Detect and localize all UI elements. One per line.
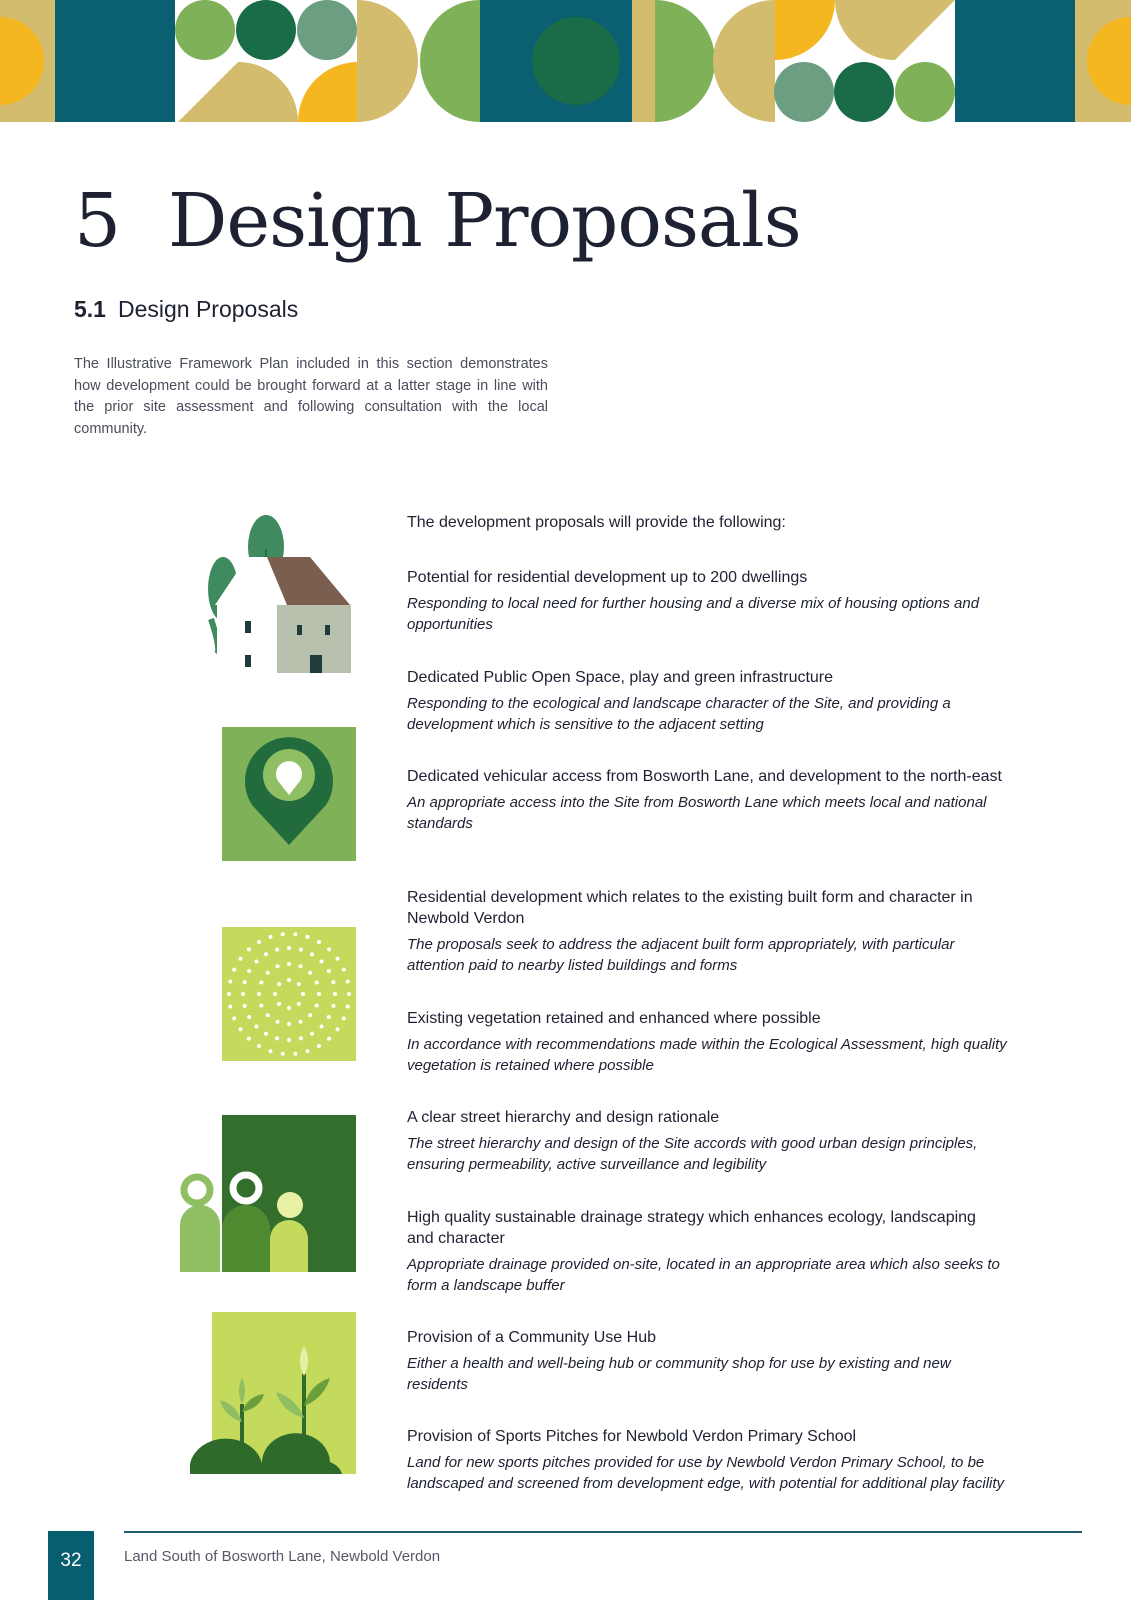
proposal-title: High quality sustainable drainage strategy which enhances ecology, landscaping and character bbox=[407, 1209, 976, 1247]
proposal-description: Appropriate drainage provided on-site, located in an appropriate area which also seeks to form a landscape buffer bbox=[407, 1256, 1000, 1294]
geometric-pattern-banner bbox=[0, 0, 1131, 122]
chapter-title: Design Proposals bbox=[168, 178, 801, 264]
location-pin-icon bbox=[222, 727, 356, 861]
section-number: 5.1 bbox=[74, 296, 106, 322]
proposal-title: Existing vegetation retained and enhanced where possible bbox=[407, 1010, 821, 1027]
proposal-title: Potential for residential development up to 200 dwellings bbox=[407, 569, 808, 586]
proposal-description: Either a health and well-being hub or community shop for use by existing and new residents bbox=[407, 1355, 951, 1393]
proposal-title: Provision of Sports Pitches for Newbold Verdon Primary School bbox=[407, 1428, 857, 1445]
seedlings-icon bbox=[190, 1312, 356, 1474]
proposal-description: The street hierarchy and design of the Site accords with good urban design principles, ensuring permeability, active surveillance and legibility bbox=[407, 1135, 978, 1173]
proposal-item bbox=[407, 567, 1007, 635]
proposal-description: In accordance with recommendations made within the Ecological Assessment, high quality vegetation is retained where possible bbox=[407, 1036, 1007, 1074]
chapter-heading bbox=[74, 178, 801, 264]
intro-paragraph: The Illustrative Framework Plan included in this section demonstrates how development could be brought forward at a latter stage in line with the prior site assessment and following consultation with the local community. bbox=[74, 356, 548, 437]
footer-document-title: Land South of Bosworth Lane, Newbold Verdon bbox=[124, 1548, 441, 1565]
proposal-title: Dedicated Public Open Space, play and green infrastructure bbox=[407, 669, 834, 686]
proposal-description: An appropriate access into the Site from Bosworth Lane which meets local and national standards bbox=[407, 794, 987, 832]
section-heading bbox=[74, 296, 298, 323]
proposal-title: Provision of a Community Use Hub bbox=[407, 1329, 656, 1346]
proposal-description: The proposals seek to address the adjacent built form appropriately, with particular attention paid to nearby listed buildings and forms bbox=[407, 936, 955, 974]
proposal-item bbox=[407, 1107, 1007, 1175]
proposal-item bbox=[407, 887, 1007, 976]
chapter-number: 5 bbox=[74, 178, 121, 264]
proposal-description: Responding to the ecological and landscape character of the Site, and providing a development which is sensitive to the adjacent setting bbox=[407, 695, 951, 733]
footer-divider bbox=[124, 1531, 1082, 1533]
proposal-title: Residential development which relates to the existing built form and character in Newbold Verdon bbox=[407, 889, 973, 927]
proposal-item bbox=[407, 1327, 1007, 1395]
proposal-item bbox=[407, 1008, 1007, 1076]
proposal-item bbox=[407, 667, 1007, 735]
proposal-item bbox=[407, 766, 1007, 834]
dotted-circles-icon bbox=[222, 927, 356, 1061]
lead-sentence: The development proposals will provide the following: bbox=[407, 514, 786, 531]
proposal-description: Responding to local need for further housing and a diverse mix of housing options and opportunities bbox=[407, 595, 980, 633]
proposal-title: Dedicated vehicular access from Bosworth Lane, and development to the north-east bbox=[407, 768, 1002, 785]
proposal-item bbox=[407, 1207, 1007, 1296]
page-number: 32 bbox=[48, 1531, 94, 1600]
house-icon bbox=[205, 509, 355, 679]
proposal-item bbox=[407, 1426, 1007, 1494]
proposal-title: A clear street hierarchy and design rationale bbox=[407, 1109, 720, 1126]
section-title: Design Proposals bbox=[117, 296, 299, 322]
proposal-description: Land for new sports pitches provided for use by Newbold Verdon Primary School, to be landscaped and screened from development edge, with potential for additional play facility bbox=[407, 1454, 1005, 1492]
people-icon bbox=[180, 1115, 356, 1272]
